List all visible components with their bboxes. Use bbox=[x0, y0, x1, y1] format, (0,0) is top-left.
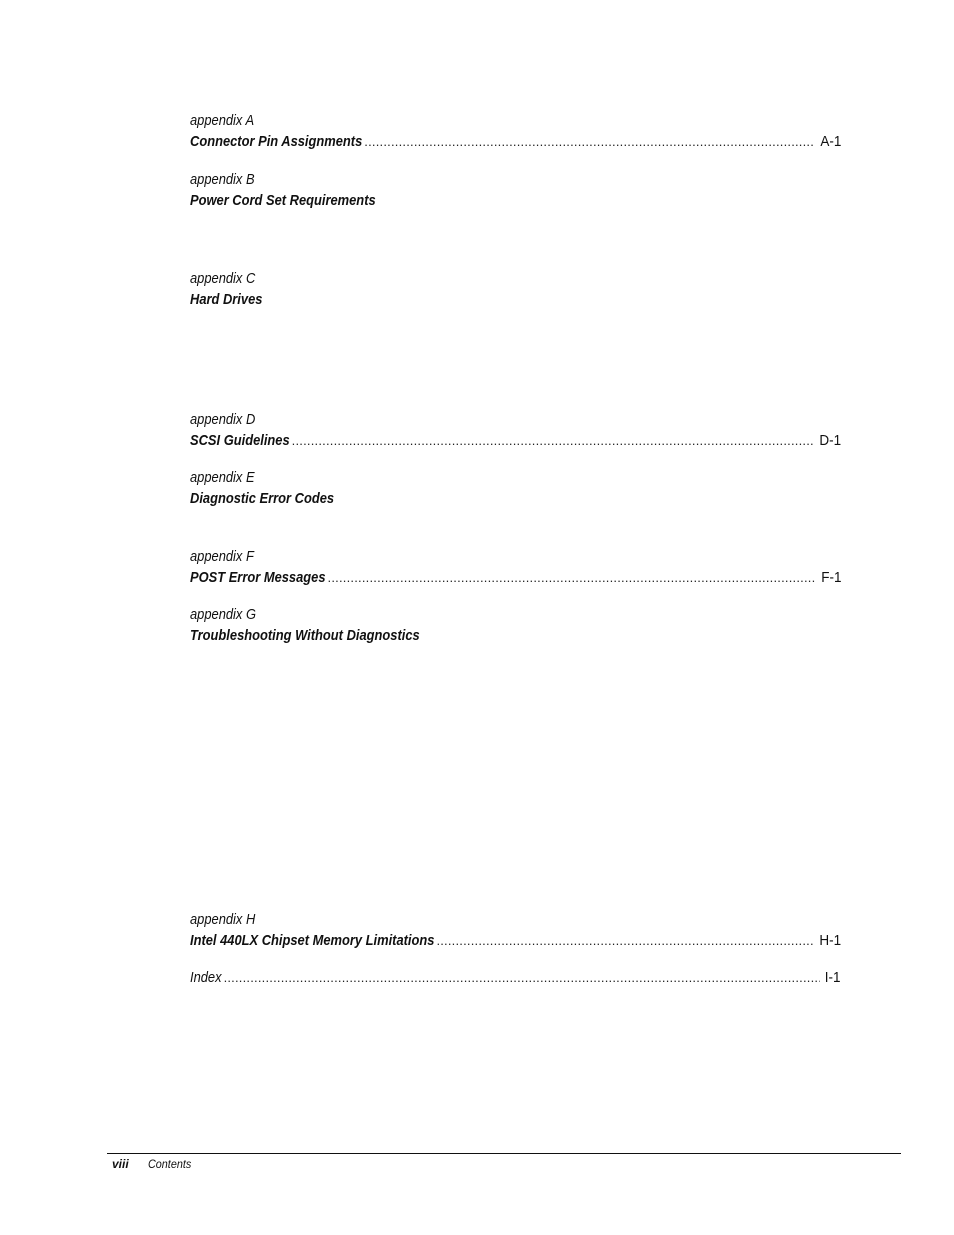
dot-leader bbox=[436, 930, 813, 951]
appendix-title: Intel 440LX Chipset Memory Limitations bbox=[190, 932, 435, 949]
appendix-label: appendix A bbox=[190, 112, 255, 129]
toc-title-row bbox=[190, 930, 841, 951]
dot-leader bbox=[328, 567, 816, 588]
appendix-label: appendix F bbox=[190, 548, 254, 565]
appendix-title: Troubleshooting Without Diagnostics bbox=[190, 627, 420, 644]
toc-title-row bbox=[190, 488, 841, 509]
appendix-title: Diagnostic Error Codes bbox=[190, 490, 335, 507]
appendix-title: POST Error Messages bbox=[190, 569, 326, 586]
dot-leader bbox=[364, 131, 814, 152]
page-footer bbox=[112, 1156, 192, 1172]
appendix-title: Power Cord Set Requirements bbox=[190, 192, 376, 209]
toc-title-row bbox=[190, 567, 841, 588]
page-reference: H-1 bbox=[819, 932, 841, 949]
footer-rule bbox=[107, 1153, 901, 1154]
appendix-title: Hard Drives bbox=[190, 291, 263, 308]
toc-title-row bbox=[190, 430, 841, 451]
appendix-label: appendix H bbox=[190, 911, 256, 928]
page-reference: A-1 bbox=[819, 133, 841, 150]
appendix-label: appendix E bbox=[190, 469, 255, 486]
toc-title-row bbox=[190, 967, 841, 988]
toc-entry-appendix-h[interactable] bbox=[190, 909, 841, 951]
page-number: viii bbox=[112, 1157, 129, 1171]
toc-title-row bbox=[190, 625, 841, 646]
toc-title-row bbox=[190, 190, 841, 211]
toc-entry-appendix-f[interactable] bbox=[190, 546, 841, 588]
toc-title-row bbox=[190, 131, 841, 152]
toc-entry-appendix-g[interactable] bbox=[190, 604, 841, 646]
section-name: Contents bbox=[148, 1157, 192, 1171]
dot-leader bbox=[292, 430, 814, 451]
toc-entry-appendix-d[interactable] bbox=[190, 409, 841, 451]
appendix-label: appendix B bbox=[190, 171, 255, 188]
page-reference: I-1 bbox=[825, 969, 841, 986]
toc-entry-index[interactable] bbox=[190, 967, 841, 988]
toc-entry-appendix-e[interactable] bbox=[190, 467, 841, 509]
page-reference: F-1 bbox=[820, 569, 841, 586]
appendix-label: appendix G bbox=[190, 606, 256, 623]
index-title: Index bbox=[190, 969, 222, 986]
toc-title-row bbox=[190, 289, 841, 310]
page-reference: D-1 bbox=[819, 432, 841, 449]
toc-entry-appendix-c[interactable] bbox=[190, 268, 841, 310]
toc-entry-appendix-b[interactable] bbox=[190, 169, 841, 211]
toc-entry-appendix-a[interactable] bbox=[190, 110, 841, 152]
appendix-title: SCSI Guidelines bbox=[190, 432, 290, 449]
appendix-label: appendix D bbox=[190, 411, 256, 428]
dot-leader bbox=[224, 967, 821, 988]
appendix-title: Connector Pin Assignments bbox=[190, 133, 363, 150]
appendix-label: appendix C bbox=[190, 270, 256, 287]
